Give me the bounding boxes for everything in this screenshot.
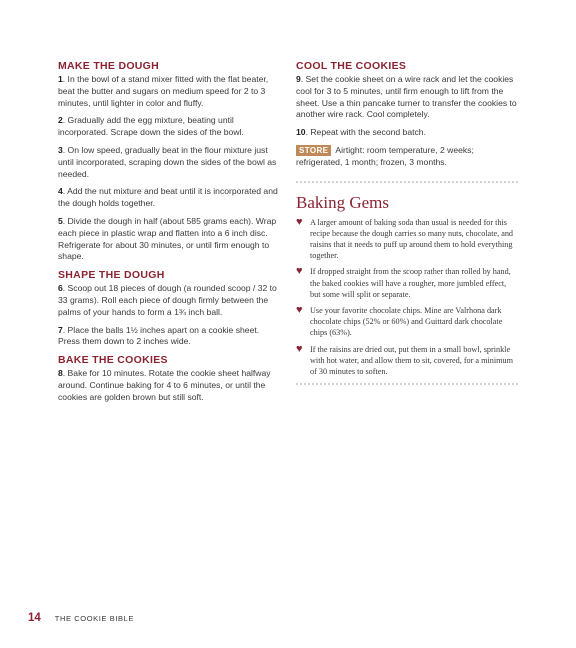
- step-number: 9: [296, 74, 301, 84]
- section-heading: COOL THE COOKIES: [296, 60, 407, 72]
- gem-item: [296, 305, 518, 339]
- step-number: 10: [296, 127, 306, 138]
- step-number: 3: [58, 144, 63, 155]
- step-7: [58, 325, 280, 349]
- store-badge: STORE: [296, 145, 331, 156]
- make-dough-section: [58, 60, 280, 263]
- step-text: . Divide the dough in half (about 585 grams each). Wrap each piece in plastic wrap and flatten into a 6 inch disc. Refrigerate for about 30 minutes, or until firm enough to shape.: [58, 215, 277, 262]
- step-1: [58, 74, 280, 109]
- right-column: [296, 60, 518, 395]
- step-text: . Set the cookie sheet on a wire rack and let the cookies cool for 3 to 5 minutes, until firm enough to lift from the sheet. Use a thin pancake turner to transfer the cookies to another wire rack. Cool completely.: [296, 74, 517, 120]
- baking-gems-title: Baking Gems: [296, 192, 390, 212]
- gem-text: Use your favorite chocolate chips. Mine are Valrhona dark chocolate chips (52% or 60%) and Guittard dark chocolate chips (63%).: [310, 306, 503, 338]
- gem-text: If dropped straight from the scoop rather than rolled by hand, the baked cookies will have a rougher, more jumbled effect, but some will split or separate.: [310, 267, 511, 299]
- heart-icon: ♥: [296, 265, 303, 278]
- page-footer: [28, 612, 134, 624]
- left-column: [58, 60, 280, 410]
- gem-text: If the raisins are dried out, put them in a small bowl, sprinkle with hot water, and allow them to sit, covered, for a minimum of 30 minutes to soften.: [310, 344, 513, 377]
- step-number: 7: [58, 324, 63, 335]
- dotted-divider: [296, 181, 518, 183]
- heart-icon: ♥: [296, 342, 303, 355]
- step-number: 1: [58, 74, 63, 84]
- step-number: 5: [58, 215, 63, 226]
- step-5: [58, 216, 280, 263]
- store-info: [296, 145, 518, 169]
- step-4: [58, 186, 280, 210]
- heart-icon: ♥: [296, 304, 303, 316]
- step-text: . Repeat with the second batch.: [305, 127, 426, 138]
- gem-item: [296, 217, 518, 262]
- section-heading: MAKE THE DOUGH: [58, 60, 160, 72]
- gem-item: [296, 344, 518, 378]
- step-8: [58, 368, 280, 403]
- section-heading: BAKE THE COOKIES: [58, 354, 168, 367]
- gem-text: A larger amount of baking soda than usual is needed for this recipe because the dough carries so many nuts, chocolate, and raisins that it needs to puff up around them to hold everything together.: [310, 217, 514, 261]
- gem-item: [296, 266, 518, 300]
- baking-gems-box: [296, 193, 518, 378]
- step-9: [296, 74, 518, 121]
- step-3: [58, 145, 280, 180]
- heart-icon: ♥: [296, 215, 303, 228]
- store-text: Airtight: room temperature, 2 weeks; refrigerated, 1 month; frozen, 3 months.: [296, 144, 474, 167]
- step-2: [58, 115, 280, 139]
- dotted-divider: [296, 383, 518, 385]
- section-heading: SHAPE THE DOUGH: [58, 269, 165, 282]
- book-title: THE COOKIE BIBLE: [54, 614, 134, 623]
- step-10: [296, 127, 518, 139]
- step-6: [58, 283, 280, 318]
- step-text: . Add the nut mixture and beat until it is incorporated and the dough holds together.: [58, 186, 278, 209]
- step-text: . Gradually add the egg mixture, beating until incorporated. Scrape down the sides of the bowl.: [58, 115, 244, 138]
- step-text: . Scoop out 18 pieces of dough (a rounded scoop / 32 to 33 grams). Roll each piece of dough firmly between the palms of your hands to form a 1¾ inch ball.: [58, 283, 277, 317]
- step-text: . On low speed, gradually beat in the flour mixture just until incorporated, scraping down the sides of the bowl as needed.: [58, 144, 277, 179]
- step-number: 2: [58, 115, 63, 126]
- page-number: 14: [28, 612, 41, 624]
- step-number: 6: [58, 283, 63, 294]
- cool-cookies-section: [296, 60, 518, 139]
- step-text: . Place the balls 1½ inches apart on a cookie sheet. Press them down to 2 inches wide.: [58, 324, 260, 347]
- step-text: . In the bowl of a stand mixer fitted with the flat beater, beat the butter and sugars on medium speed for 2 to 3 minutes, until lighter in color and fluffy.: [58, 74, 269, 108]
- bake-cookies-section: [58, 354, 280, 403]
- step-number: 4: [58, 186, 63, 197]
- shape-dough-section: [58, 269, 280, 348]
- step-text: . Bake for 10 minutes. Rotate the cookie sheet halfway around. Continue baking for 4 to 6 minutes, or until the cookies are golden brown but still soft.: [58, 368, 271, 402]
- step-number: 8: [58, 368, 63, 379]
